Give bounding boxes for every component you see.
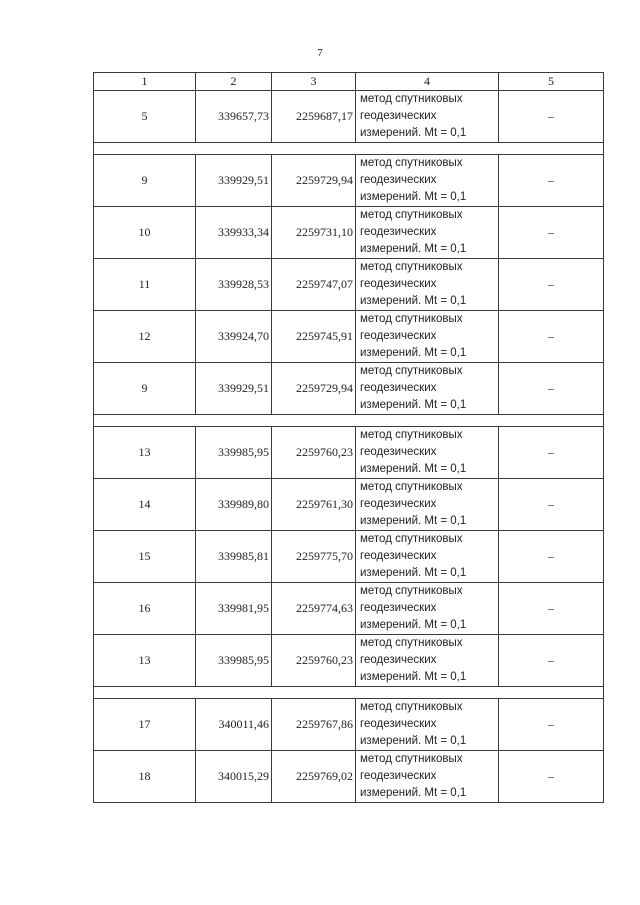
- method-line: измерений. Mt = 0,1: [360, 567, 467, 579]
- column-header: 4: [356, 73, 499, 91]
- method-line: измерений. Mt = 0,1: [360, 191, 467, 203]
- note-cell: –: [499, 155, 604, 207]
- method-line: измерений. Mt = 0,1: [360, 399, 467, 411]
- x-coordinate-cell: 339657,73: [196, 91, 272, 143]
- method-line: измерений. Mt = 0,1: [360, 295, 467, 307]
- table-row: [94, 531, 604, 583]
- column-header: 1: [94, 73, 196, 91]
- x-coordinate-cell: 339985,95: [196, 427, 272, 479]
- method-line: измерений. Mt = 0,1: [360, 243, 467, 255]
- method-cell: [356, 91, 499, 143]
- method-line: геодезических: [360, 226, 437, 238]
- method-line: метод спутниковых: [360, 429, 463, 441]
- method-line: метод спутниковых: [360, 313, 463, 325]
- method-line: геодезических: [360, 174, 437, 186]
- section-separator-row: [94, 143, 604, 155]
- method-line: геодезических: [360, 382, 437, 394]
- point-number-cell: 14: [94, 479, 196, 531]
- y-coordinate-cell: 2259775,70: [272, 531, 356, 583]
- method-line: геодезических: [360, 278, 437, 290]
- point-number-cell: 17: [94, 699, 196, 751]
- note-cell: –: [499, 259, 604, 311]
- point-number-cell: 11: [94, 259, 196, 311]
- x-coordinate-cell: 339928,53: [196, 259, 272, 311]
- method-line: измерений. Mt = 0,1: [360, 735, 467, 747]
- x-coordinate-cell: 339924,70: [196, 311, 272, 363]
- point-number-cell: 9: [94, 155, 196, 207]
- point-number-cell: 5: [94, 91, 196, 143]
- y-coordinate-cell: 2259767,86: [272, 699, 356, 751]
- note-cell: –: [499, 583, 604, 635]
- method-line: метод спутниковых: [360, 701, 463, 713]
- method-line: геодезических: [360, 446, 437, 458]
- column-header: 5: [499, 73, 604, 91]
- method-line: измерений. Mt = 0,1: [360, 671, 467, 683]
- column-header: 2: [196, 73, 272, 91]
- method-line: метод спутниковых: [360, 365, 463, 377]
- y-coordinate-cell: 2259760,23: [272, 427, 356, 479]
- table-row: [94, 207, 604, 259]
- method-line: геодезических: [360, 718, 437, 730]
- method-line: геодезических: [360, 654, 437, 666]
- method-line: измерений. Mt = 0,1: [360, 347, 467, 359]
- method-cell: [356, 259, 499, 311]
- method-line: геодезических: [360, 330, 437, 342]
- method-line: метод спутниковых: [360, 753, 463, 765]
- page-number: 7: [317, 47, 323, 59]
- note-cell: –: [499, 699, 604, 751]
- point-number-cell: 12: [94, 311, 196, 363]
- header-row: [94, 73, 604, 91]
- y-coordinate-cell: 2259729,94: [272, 363, 356, 415]
- method-cell: [356, 583, 499, 635]
- x-coordinate-cell: 339985,81: [196, 531, 272, 583]
- column-header: 3: [272, 73, 356, 91]
- section-separator-row: [94, 415, 604, 427]
- x-coordinate-cell: 339933,34: [196, 207, 272, 259]
- separator-cell: [94, 687, 604, 699]
- method-line: геодезических: [360, 770, 437, 782]
- method-cell: [356, 479, 499, 531]
- table-row: [94, 479, 604, 531]
- table-row: [94, 751, 604, 803]
- y-coordinate-cell: 2259745,91: [272, 311, 356, 363]
- note-cell: –: [499, 311, 604, 363]
- point-number-cell: 15: [94, 531, 196, 583]
- y-coordinate-cell: 2259729,94: [272, 155, 356, 207]
- x-coordinate-cell: 339981,95: [196, 583, 272, 635]
- table-row: [94, 91, 604, 143]
- note-cell: –: [499, 635, 604, 687]
- method-cell: [356, 635, 499, 687]
- note-cell: –: [499, 427, 604, 479]
- method-line: геодезических: [360, 602, 437, 614]
- method-line: метод спутниковых: [360, 157, 463, 169]
- method-line: геодезических: [360, 550, 437, 562]
- note-cell: –: [499, 751, 604, 803]
- note-cell: –: [499, 363, 604, 415]
- x-coordinate-cell: 339989,80: [196, 479, 272, 531]
- table-row: [94, 155, 604, 207]
- point-number-cell: 9: [94, 363, 196, 415]
- method-line: геодезических: [360, 498, 437, 510]
- table-row: [94, 583, 604, 635]
- method-line: измерений. Mt = 0,1: [360, 787, 467, 799]
- method-line: измерений. Mt = 0,1: [360, 619, 467, 631]
- method-cell: [356, 531, 499, 583]
- section-separator-row: [94, 687, 604, 699]
- point-number-cell: 18: [94, 751, 196, 803]
- method-line: геодезических: [360, 110, 437, 122]
- note-cell: –: [499, 479, 604, 531]
- y-coordinate-cell: 2259769,02: [272, 751, 356, 803]
- method-line: метод спутниковых: [360, 261, 463, 273]
- note-cell: –: [499, 207, 604, 259]
- method-line: измерений. Mt = 0,1: [360, 515, 467, 527]
- method-line: метод спутниковых: [360, 93, 463, 105]
- y-coordinate-cell: 2259731,10: [272, 207, 356, 259]
- method-line: метод спутниковых: [360, 481, 463, 493]
- method-cell: [356, 699, 499, 751]
- point-number-cell: 13: [94, 635, 196, 687]
- table-row: [94, 635, 604, 687]
- y-coordinate-cell: 2259687,17: [272, 91, 356, 143]
- method-cell: [356, 207, 499, 259]
- table-body: [94, 73, 604, 803]
- method-cell: [356, 751, 499, 803]
- x-coordinate-cell: 339929,51: [196, 363, 272, 415]
- table-row: [94, 259, 604, 311]
- note-cell: –: [499, 91, 604, 143]
- y-coordinate-cell: 2259760,23: [272, 635, 356, 687]
- x-coordinate-cell: 340015,29: [196, 751, 272, 803]
- method-cell: [356, 427, 499, 479]
- method-line: метод спутниковых: [360, 209, 463, 221]
- method-line: метод спутниковых: [360, 533, 463, 545]
- x-coordinate-cell: 340011,46: [196, 699, 272, 751]
- method-line: измерений. Mt = 0,1: [360, 463, 467, 475]
- method-line: метод спутниковых: [360, 585, 463, 597]
- method-cell: [356, 155, 499, 207]
- method-line: метод спутниковых: [360, 637, 463, 649]
- x-coordinate-cell: 339985,95: [196, 635, 272, 687]
- point-number-cell: 16: [94, 583, 196, 635]
- separator-cell: [94, 415, 604, 427]
- method-cell: [356, 311, 499, 363]
- x-coordinate-cell: 339929,51: [196, 155, 272, 207]
- table-row: [94, 427, 604, 479]
- table-row: [94, 311, 604, 363]
- y-coordinate-cell: 2259761,30: [272, 479, 356, 531]
- note-cell: –: [499, 531, 604, 583]
- coordinates-table: [93, 72, 604, 803]
- y-coordinate-cell: 2259774,63: [272, 583, 356, 635]
- point-number-cell: 10: [94, 207, 196, 259]
- separator-cell: [94, 143, 604, 155]
- y-coordinate-cell: 2259747,07: [272, 259, 356, 311]
- table-row: [94, 699, 604, 751]
- point-number-cell: 13: [94, 427, 196, 479]
- method-cell: [356, 363, 499, 415]
- table-row: [94, 363, 604, 415]
- method-line: измерений. Mt = 0,1: [360, 127, 467, 139]
